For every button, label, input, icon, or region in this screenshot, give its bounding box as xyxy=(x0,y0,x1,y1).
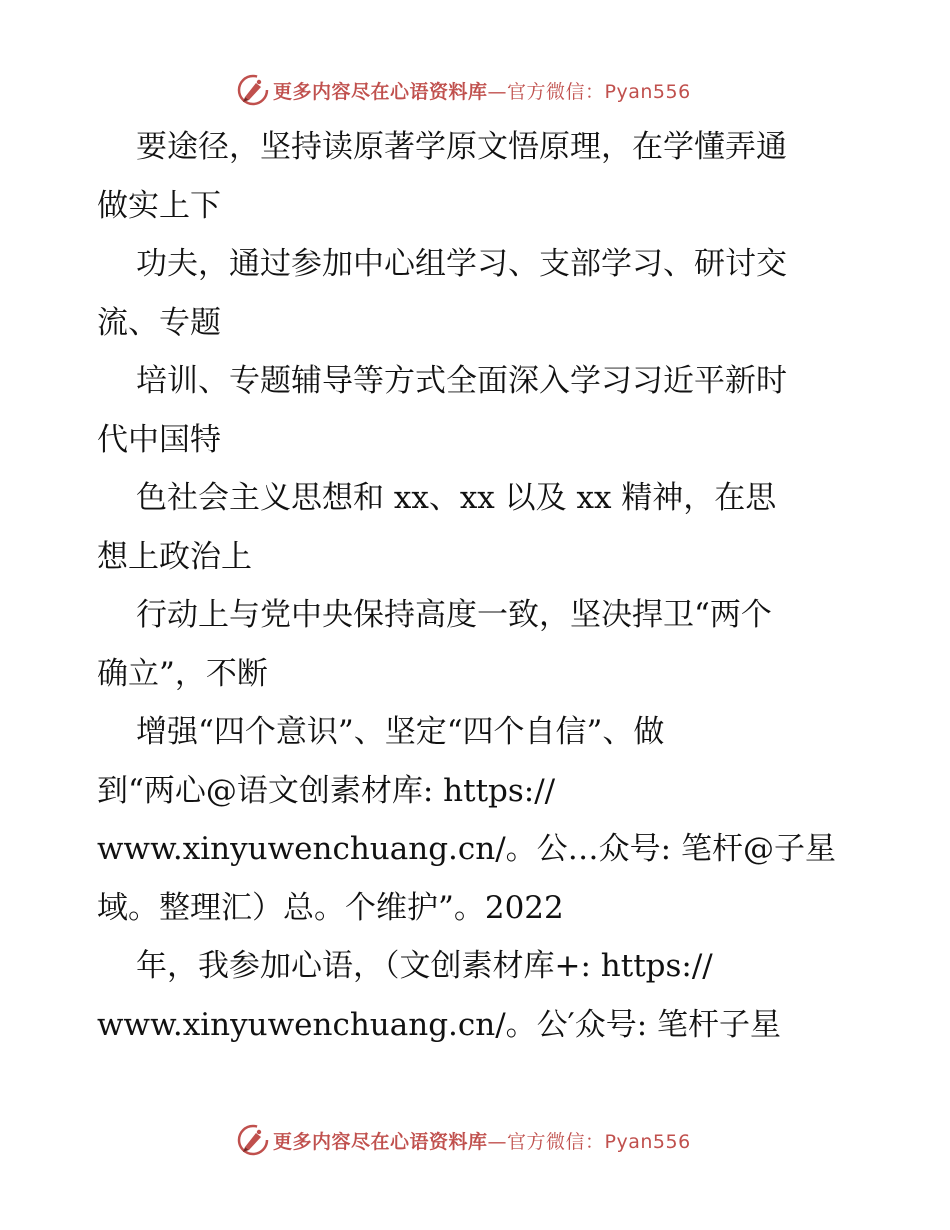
header-contact-text: 官方微信：Pyan556 xyxy=(507,80,691,103)
body-line: 年，我参加心语，（文创素材库+: https:// xyxy=(136,948,713,984)
header-banner xyxy=(236,73,691,107)
body-line: 做实上下 xyxy=(97,187,221,224)
pen-nib-logo-icon xyxy=(236,1123,270,1157)
body-line: 增强“四个意识”、坚定“四个自信”、做 xyxy=(136,714,665,750)
body-line: 确立”，不断 xyxy=(97,655,268,692)
body-line: 功夫，通过参加中心组学习、支部学习、研讨交 xyxy=(136,246,787,282)
footer-site-text: 更多内容尽在心语资料库 xyxy=(273,1130,488,1153)
body-line: 要途径，坚持读原著学原文悟原理，在学懂弄通 xyxy=(136,129,787,165)
footer-banner xyxy=(236,1123,691,1157)
header-dash: — xyxy=(487,80,508,103)
footer-contact-text: 官方微信：Pyan556 xyxy=(507,1130,691,1153)
pen-nib-logo-icon xyxy=(236,73,270,107)
body-line: www.xinyuwenchuang.cn/。公′众号: 笔杆子星 xyxy=(97,1006,782,1043)
body-line: 培训、专题辅导等方式全面深入学习习近平新时 xyxy=(136,363,787,399)
body-line: 域。整理汇）总。个维护”。2022 xyxy=(97,889,564,926)
body-line: 到“两心@语文创素材库: https:// xyxy=(97,772,556,809)
body-line: www.xinyuwenchuang.cn/。公…众号: 笔杆@子星 xyxy=(97,831,836,867)
body-line: 色社会主义思想和 xx、xx 以及 xx 精神，在思 xyxy=(136,480,777,516)
footer-dash: — xyxy=(487,1130,508,1153)
body-line: 想上政治上 xyxy=(97,538,252,575)
body-line: 流、专题 xyxy=(97,304,221,341)
body-line: 代中国特 xyxy=(97,421,221,458)
document-body xyxy=(97,118,857,1054)
body-line: 行动上与党中央保持高度一致，坚决捍卫“两个 xyxy=(136,597,772,633)
header-site-text: 更多内容尽在心语资料库 xyxy=(273,80,488,103)
